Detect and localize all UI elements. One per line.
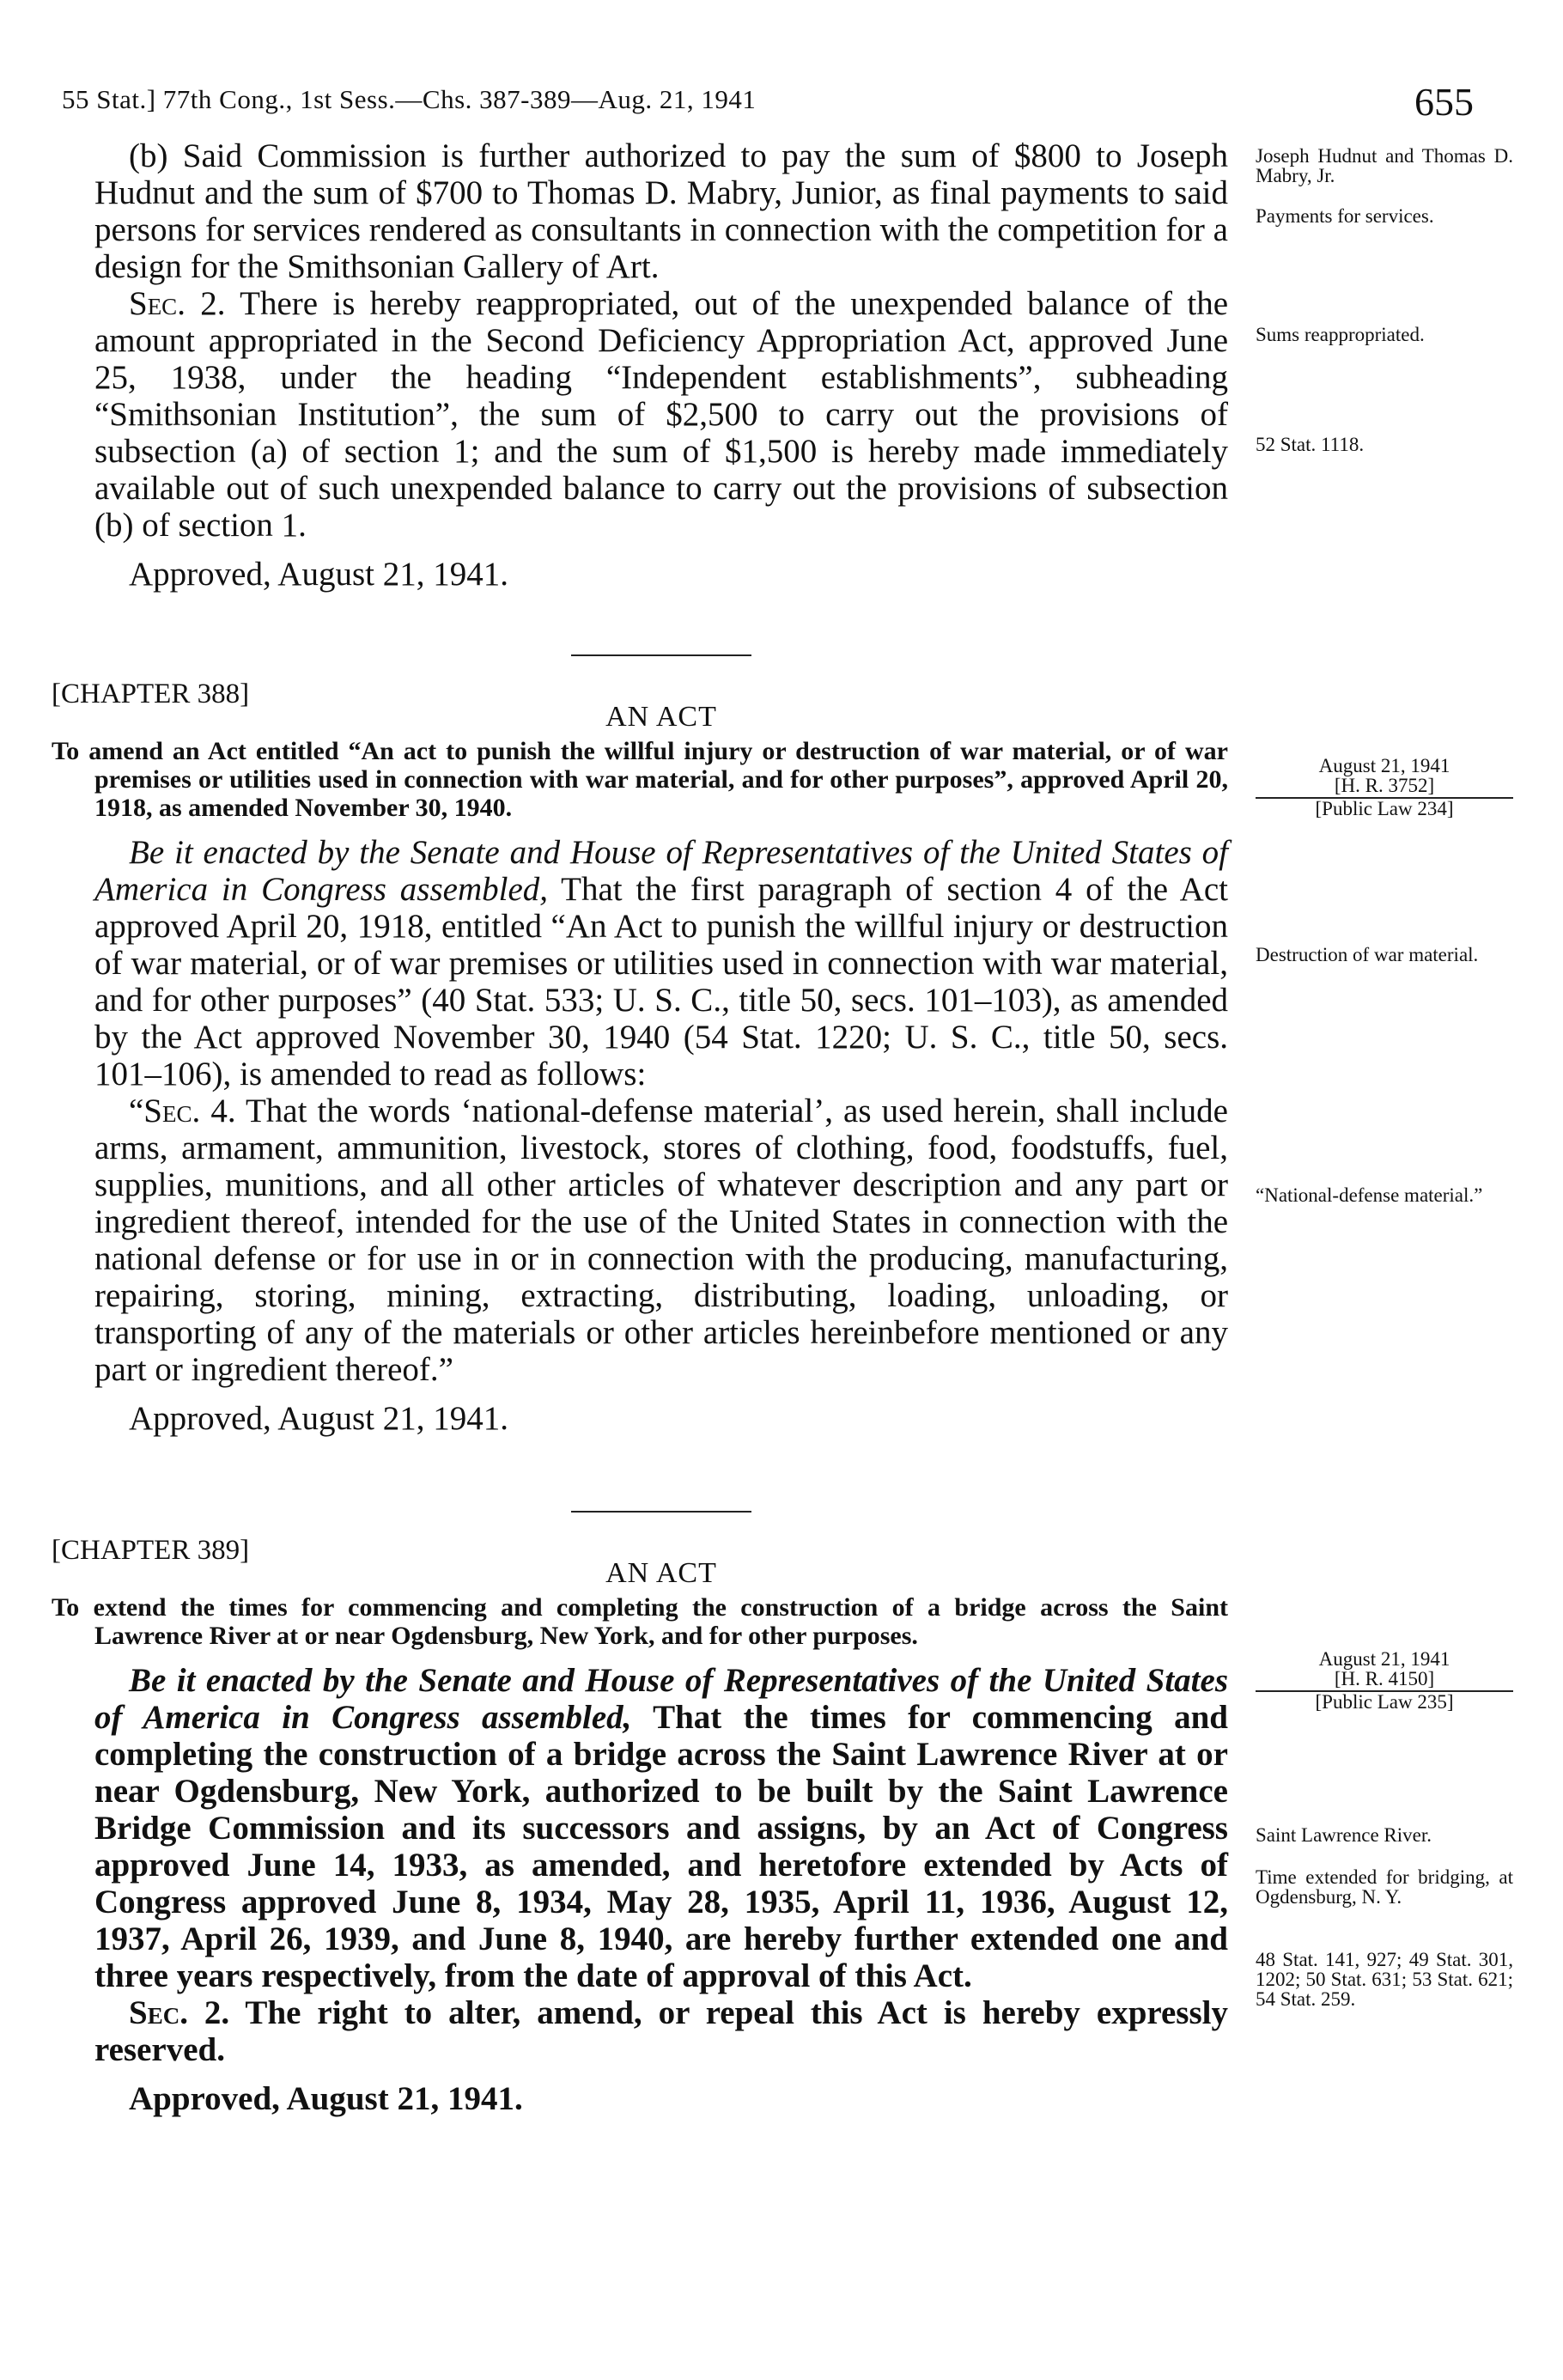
- ch388-chapter-heading: [CHAPTER 388]: [52, 679, 250, 709]
- ch388-enact-italic: Be it enacted by the Senate and House of Representatives of the United States of America in Congress assembled,: [94, 834, 1228, 908]
- ch388-enacting-clause: [94, 834, 1228, 1093]
- ch389-date-note: August 21, 1941: [1318, 1648, 1450, 1670]
- ch389-enact-text: That the times for commencing and completing the construction of a bridge across the Saint Lawrence River at or near Ogdensburg, New York, authorized to be built by the Saint Lawrence Bridge Commission and its successors and assigns, by an Act of Congress approved June 14, 1933, as amended, and heretofore extended by Acts of Congress approved June 8, 1934, May 28, 1935, April 11, 1936, August 12, 1937, April 26, 1939, and June 8, 1940, are hereby further extended one and three years respectively, from the date of approval of this Act.: [94, 1699, 1228, 1994]
- ch388-hr-note: [H. R. 3752]: [1256, 776, 1513, 799]
- margin-note-citations: 48 Stat. 141, 927; 49 Stat. 301, 1202; 50 Stat. 631; 53 Stat. 621; 54 Stat. 259.: [1256, 1949, 1513, 2010]
- ch388-sec4-text: That the words ‘national-defense material’, as used herein, shall include arms, armament, ammunition, livestock, stores of clothing, food, foodstuffs, fuel, supplies, munitions, and all other articles of whatever description and any part or ingredient thereof, intended for the use of the United States in connection with the national defense or for use in or in connection with the producing, manufacturing, repairing, storing, mining, extracting, distributing, loading, unloading, or transporting of any of the materials or other articles hereinbefore mentioned or any part or ingredient thereof.”: [94, 1093, 1228, 1388]
- ch388-enact-text: That the first paragraph of section 4 of the Act approved April 20, 1918, entitled “An Act to punish the willful injury or destruction of war material, or of war premises or utilities used in connection with war material, and for other purposes” (40 Stat. 533; U. S. C., title 50, secs. 101–103), as amended by the Act approved November 30, 1940 (54 Stat. 1220; U. S. C., title 50, secs. 101–106), is amended to read as follows:: [94, 871, 1228, 1093]
- margin-note-52-stat: 52 Stat. 1118.: [1256, 434, 1365, 455]
- ch387-sec2-text: There is hereby reappropriated, out of the unexpended balance of the amount appropriated in the Second Deficiency Appropriation Act, approved June 25, 1938, under the heading “Independent establishments”, subheading “Smithsonian Institution”, the sum of $2,500 to carry out the provisions of subsection (a) of section 1; and the sum of $1,500 is hereby made immediately available out of such unexpended balance to carry out the provisions of subsection (b) of section 1.: [94, 285, 1229, 544]
- margin-note-national-defense: “National-defense material.”: [1256, 1184, 1483, 1206]
- ch389-hr-note: [H. R. 4150]: [1256, 1669, 1513, 1692]
- margin-note-saint-lawrence: Saint Lawrence River.: [1256, 1824, 1432, 1846]
- ch388-title: To amend an Act entitled “An act to punish the willful injury or destruction of war material, or of war premises or utilities used in connection with war material, and for other purposes”, approved April 20, 1918, as amended November 30, 1940.: [52, 737, 1228, 822]
- ch387-approved: Approved, August 21, 1941.: [129, 556, 508, 593]
- page-number: 655: [1414, 80, 1474, 124]
- margin-note-destruction: Destruction of war material.: [1256, 944, 1479, 965]
- main-text-column: [52, 137, 1229, 2117]
- chapter-divider-rule: [571, 654, 751, 656]
- ch389-enacting-clause: [94, 1662, 1228, 1994]
- margin-note-payments: Payments for services.: [1256, 205, 1434, 227]
- margin-note-time-extended: Time extended for bridging, at Ogdensburg, N. Y.: [1256, 1866, 1513, 1908]
- ch389-section-2: [94, 1994, 1228, 2068]
- chapter-divider-rule: [571, 1511, 751, 1513]
- ch387-sec2-label: Sec. 2.: [129, 285, 226, 322]
- ch389-public-law-note: [Public Law 235]: [1315, 1691, 1454, 1713]
- ch389-title: To extend the times for commencing and completing the construction of a bridge across the Saint Lawrence River at or near Ogdensburg, New York, and for other purposes.: [52, 1593, 1228, 1650]
- ch387-subsection-b: (b) Said Commission is further authorized to pay the sum of $800 to Joseph Hudnut and the sum of $700 to Thomas D. Mabry, Junior, as final payments to said persons for services rendered as consultants in connection with the competition for a design for the Smithsonian Gallery of Art.: [94, 137, 1228, 285]
- ch388-an-act: AN ACT: [605, 701, 717, 733]
- ch388-sec4-label: “Sec. 4.: [129, 1093, 236, 1129]
- margin-note-sums: Sums reappropriated.: [1256, 324, 1425, 345]
- ch388-section-4: [94, 1093, 1228, 1388]
- ch388-public-law-note: [Public Law 234]: [1315, 798, 1454, 819]
- ch389-an-act: AN ACT: [605, 1557, 717, 1589]
- page-header: [62, 79, 1479, 122]
- running-head: 55 Stat.] 77th Cong., 1st Sess.—Chs. 387-389—Aug. 21, 1941: [62, 84, 757, 114]
- ch389-approved: Approved, August 21, 1941.: [129, 2080, 523, 2117]
- ch389-enact-italic: Be it enacted by the Senate and House of Representatives of the United States of America in Congress assembled,: [94, 1662, 1228, 1736]
- ch389-sec2-text: The right to alter, amend, or repeal this Act is hereby expressly reserved.: [94, 1994, 1228, 2068]
- margin-note-hudnut: Joseph Hudnut and Thomas D. Mabry, Jr.: [1256, 145, 1513, 186]
- ch389-margin-block: [1256, 1649, 1513, 1712]
- ch388-margin-block: [1256, 756, 1513, 819]
- ch388-approved: Approved, August 21, 1941.: [129, 1400, 508, 1437]
- ch387-section-2: [94, 285, 1228, 544]
- ch389-chapter-heading: [CHAPTER 389]: [52, 1535, 250, 1566]
- ch388-date-note: August 21, 1941: [1318, 755, 1450, 776]
- ch389-sec2-label: Sec. 2.: [129, 1994, 230, 2031]
